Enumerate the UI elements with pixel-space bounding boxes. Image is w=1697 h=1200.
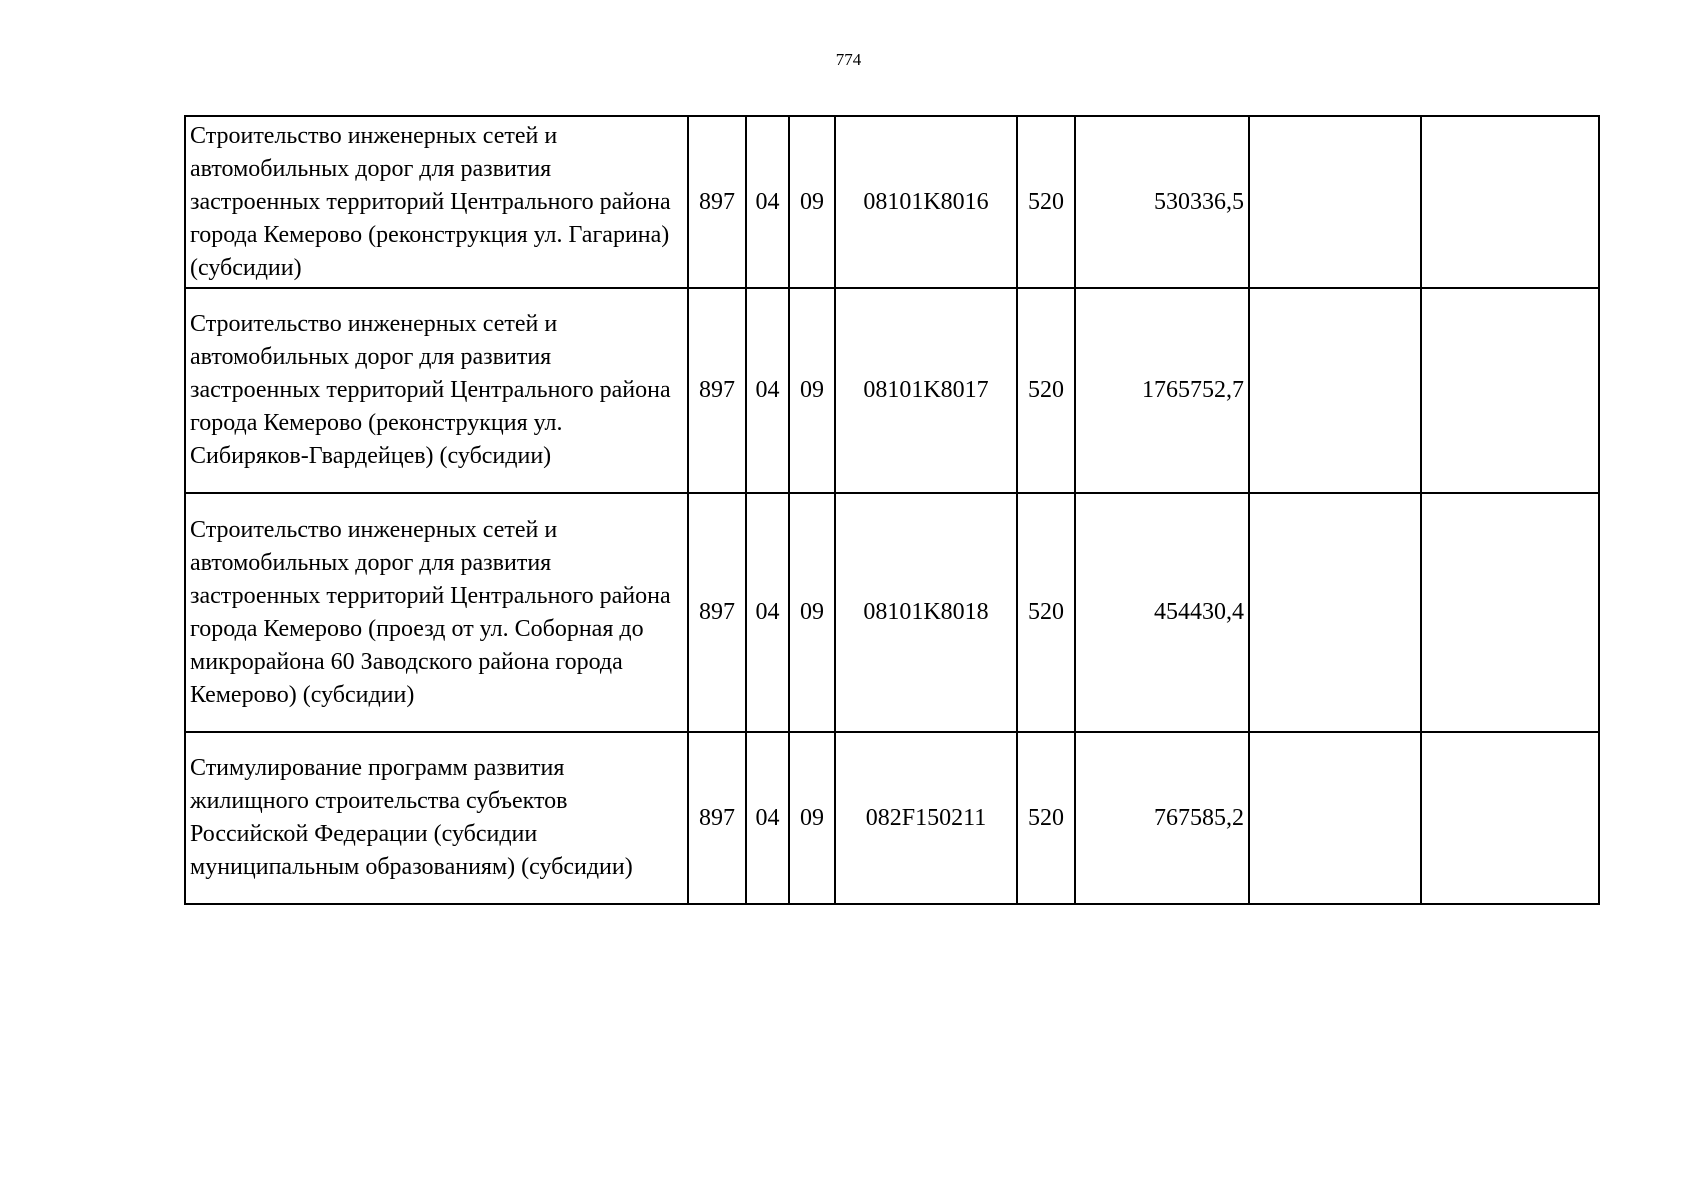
expense-type-code: 520 — [1017, 116, 1075, 288]
expense-type-code: 520 — [1017, 288, 1075, 493]
amount-cell-3 — [1421, 288, 1599, 493]
section-code: 04 — [746, 116, 789, 288]
target-article-code: 082F150211 — [835, 732, 1017, 904]
target-article-code: 08101K8018 — [835, 493, 1017, 732]
section-code: 04 — [746, 288, 789, 493]
amount-cell-3 — [1421, 732, 1599, 904]
row-description: Строительство инженерных сетей и автомобильных дорог для развития застроенных территорий Центрального района города Кемерово (реконструкция ул. Гагарина) (субсидии) — [185, 116, 688, 288]
row-description: Строительство инженерных сетей и автомобильных дорог для развития застроенных территорий Центрального района города Кемерово (реконструкция ул. Сибиряков-Гвардейцев) (субсидии) — [185, 288, 688, 493]
ministry-code: 897 — [688, 116, 746, 288]
table-row — [185, 732, 1599, 904]
amount-cell-3 — [1421, 493, 1599, 732]
section-code: 04 — [746, 493, 789, 732]
amount-cell-2 — [1249, 493, 1421, 732]
section-code: 04 — [746, 732, 789, 904]
budget-table — [184, 115, 1600, 905]
subsection-code: 09 — [789, 732, 835, 904]
amount-cell-2 — [1249, 116, 1421, 288]
amount-cell: 530336,5 — [1075, 116, 1249, 288]
ministry-code: 897 — [688, 288, 746, 493]
ministry-code: 897 — [688, 732, 746, 904]
target-article-code: 08101K8016 — [835, 116, 1017, 288]
amount-cell-2 — [1249, 732, 1421, 904]
expense-type-code: 520 — [1017, 493, 1075, 732]
table-row — [185, 288, 1599, 493]
page-number: 774 — [835, 50, 862, 69]
table-row — [185, 493, 1599, 732]
ministry-code: 897 — [688, 493, 746, 732]
amount-cell-2 — [1249, 288, 1421, 493]
row-description: Строительство инженерных сетей и автомобильных дорог для развития застроенных территорий Центрального района города Кемерово (проезд от ул. Соборная до микрорайона 60 Заводского района города Кемерово) (субсидии) — [185, 493, 688, 732]
expense-type-code: 520 — [1017, 732, 1075, 904]
subsection-code: 09 — [789, 288, 835, 493]
amount-cell-3 — [1421, 116, 1599, 288]
table-row — [185, 116, 1599, 288]
target-article-code: 08101K8017 — [835, 288, 1017, 493]
amount-cell: 767585,2 — [1075, 732, 1249, 904]
row-description: Стимулирование программ развития жилищного строительства субъектов Российской Федерации (субсидии муниципальным образованиям) (субсидии) — [185, 732, 688, 904]
subsection-code: 09 — [789, 493, 835, 732]
subsection-code: 09 — [789, 116, 835, 288]
amount-cell: 454430,4 — [1075, 493, 1249, 732]
amount-cell: 1765752,7 — [1075, 288, 1249, 493]
